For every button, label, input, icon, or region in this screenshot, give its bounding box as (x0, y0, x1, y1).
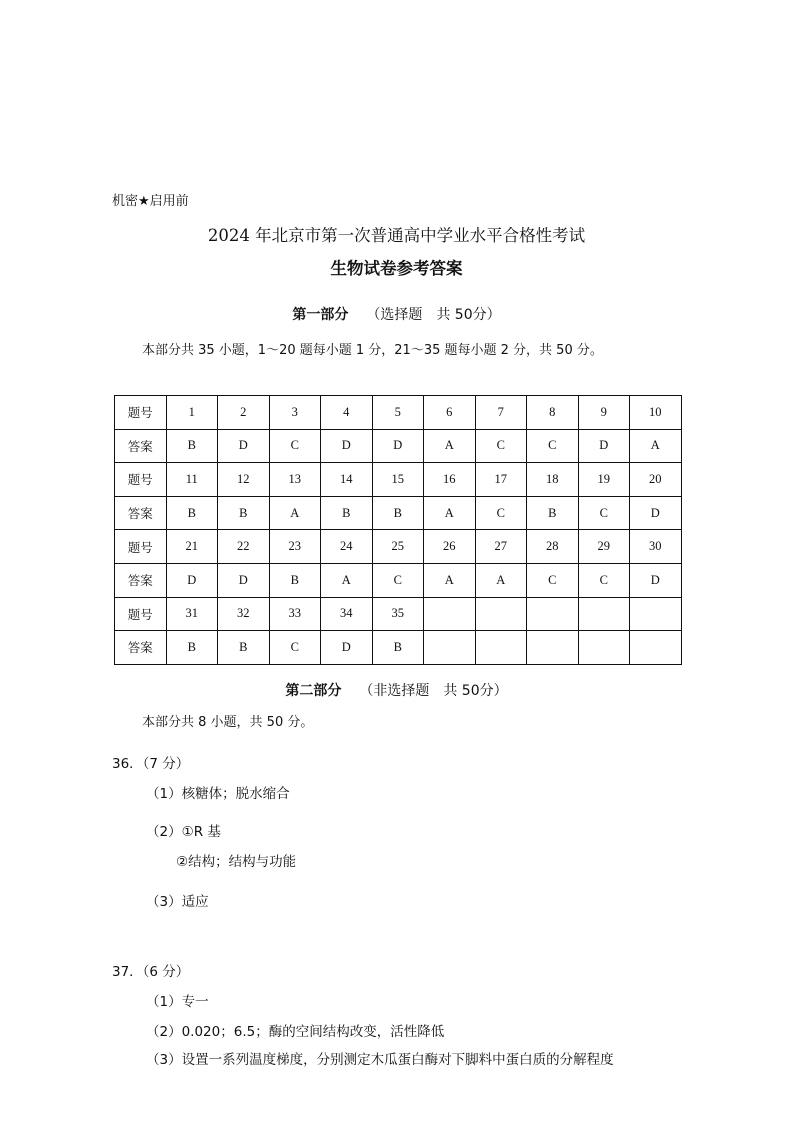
question-number-cell: 7 (475, 396, 527, 430)
answer-cell: C (269, 631, 321, 665)
answer-cell: C (475, 429, 527, 463)
answer-row (115, 496, 682, 530)
question-37-answer-2: （2）0.020；6.5；酶的空间结构改变，活性降低 (146, 1024, 445, 1040)
part1-heading: 第一部分 (292, 307, 349, 323)
part2-heading-note: （非选择题 共 50分） (359, 683, 508, 699)
answer-cell: D (578, 429, 630, 463)
question-number-cell: 20 (630, 463, 682, 497)
answer-cell (527, 631, 579, 665)
answer-table (114, 395, 682, 665)
question-number-cell: 4 (321, 396, 373, 430)
question-number-cell: 30 (630, 530, 682, 564)
answer-cell: A (321, 563, 373, 597)
answer-row-label: 答案 (115, 631, 167, 665)
question-number-cell (630, 597, 682, 631)
answer-cell: B (321, 496, 373, 530)
question-number-cell: 33 (269, 597, 321, 631)
question-number-cell: 28 (527, 530, 579, 564)
answer-cell: D (372, 429, 424, 463)
question-number-cell: 21 (166, 530, 218, 564)
answer-cell: A (424, 563, 476, 597)
question-number-cell: 11 (166, 463, 218, 497)
part2-intro: 本部分共 8 小题，共 50 分。 (142, 715, 314, 730)
question-number-cell: 17 (475, 463, 527, 497)
answer-cell: B (218, 496, 270, 530)
question-number-cell: 2 (218, 396, 270, 430)
answer-cell: D (166, 563, 218, 597)
part1-heading-note: （选择题 共 50分） (366, 307, 501, 323)
answer-cell: D (630, 496, 682, 530)
question-number-cell (475, 597, 527, 631)
answer-cell (578, 631, 630, 665)
answer-cell: A (269, 496, 321, 530)
question-number-cell: 35 (372, 597, 424, 631)
answer-cell (475, 631, 527, 665)
question-number-cell: 34 (321, 597, 373, 631)
question-36-heading: 36．（7 分） (112, 756, 190, 772)
question-number-row (115, 396, 682, 430)
confidential-label: 机密★启用前 (112, 194, 189, 209)
answer-row (115, 429, 682, 463)
part2-heading-line (0, 680, 793, 700)
question-row-label: 题号 (115, 463, 167, 497)
answer-cell: B (166, 429, 218, 463)
question-number-cell: 6 (424, 396, 476, 430)
part1-intro: 本部分共 35 小题，1～20 题每小题 1 分，21～35 题每小题 2 分，共 50 分。 (142, 343, 603, 358)
question-number-row (115, 463, 682, 497)
question-number-row (115, 597, 682, 631)
question-36-answer-2b: ②结构；结构与功能 (176, 854, 297, 870)
answer-cell: B (166, 631, 218, 665)
question-number-cell: 12 (218, 463, 270, 497)
question-37-answer-3: （3）设置一系列温度梯度，分别测定木瓜蛋白酶对下脚料中蛋白质的分解程度 (146, 1052, 614, 1068)
answer-cell: C (372, 563, 424, 597)
question-number-cell (578, 597, 630, 631)
answer-row-label: 答案 (115, 496, 167, 530)
question-number-cell: 3 (269, 396, 321, 430)
answer-cell (630, 631, 682, 665)
answer-cell: B (527, 496, 579, 530)
answer-cell: C (578, 496, 630, 530)
answer-row (115, 563, 682, 597)
part2-heading: 第二部分 (285, 683, 342, 699)
answer-cell: C (527, 429, 579, 463)
question-36-answer-2: （2）①R 基 (146, 824, 221, 840)
answer-cell: B (218, 631, 270, 665)
answer-cell: C (527, 563, 579, 597)
answer-cell: A (424, 496, 476, 530)
question-36-answer-3: （3）适应 (146, 894, 209, 910)
question-37-heading: 37．（6 分） (112, 964, 190, 980)
question-37-answer-1: （1）专一 (146, 994, 209, 1010)
answer-cell: B (269, 563, 321, 597)
question-number-cell: 14 (321, 463, 373, 497)
question-number-cell: 23 (269, 530, 321, 564)
answer-cell: D (321, 631, 373, 665)
question-row-label: 题号 (115, 597, 167, 631)
question-number-cell: 8 (527, 396, 579, 430)
answer-cell: A (475, 563, 527, 597)
question-number-cell: 27 (475, 530, 527, 564)
answer-cell: A (630, 429, 682, 463)
question-number-cell: 29 (578, 530, 630, 564)
answer-row-label: 答案 (115, 563, 167, 597)
question-row-label: 题号 (115, 396, 167, 430)
question-number-cell: 18 (527, 463, 579, 497)
answer-cell: D (218, 429, 270, 463)
question-number-row (115, 530, 682, 564)
answer-cell: D (321, 429, 373, 463)
question-number-cell (424, 597, 476, 631)
answer-cell: C (475, 496, 527, 530)
question-number-cell: 13 (269, 463, 321, 497)
question-number-cell: 5 (372, 396, 424, 430)
question-number-cell: 26 (424, 530, 476, 564)
question-number-cell: 22 (218, 530, 270, 564)
question-number-cell: 9 (578, 396, 630, 430)
answer-cell: B (372, 631, 424, 665)
answer-cell (424, 631, 476, 665)
answer-row (115, 631, 682, 665)
answer-cell: C (578, 563, 630, 597)
answer-cell: B (372, 496, 424, 530)
exam-title: 2024 年北京市第一次普通高中学业水平合格性考试 (207, 226, 586, 245)
question-number-cell: 19 (578, 463, 630, 497)
question-number-cell: 1 (166, 396, 218, 430)
question-number-cell: 25 (372, 530, 424, 564)
question-number-cell: 16 (424, 463, 476, 497)
question-number-cell: 32 (218, 597, 270, 631)
answer-row-label: 答案 (115, 429, 167, 463)
answer-cell: B (166, 496, 218, 530)
question-number-cell: 15 (372, 463, 424, 497)
part1-heading-line (0, 304, 793, 324)
answer-cell: C (269, 429, 321, 463)
question-number-cell: 10 (630, 396, 682, 430)
question-number-cell: 31 (166, 597, 218, 631)
answer-cell: D (630, 563, 682, 597)
question-number-cell: 24 (321, 530, 373, 564)
question-number-cell (527, 597, 579, 631)
question-row-label: 题号 (115, 530, 167, 564)
exam-subtitle: 生物试卷参考答案 (330, 259, 463, 278)
answer-cell: A (424, 429, 476, 463)
answer-cell: D (218, 563, 270, 597)
question-36-answer-1: （1）核糖体；脱水缩合 (146, 786, 290, 802)
